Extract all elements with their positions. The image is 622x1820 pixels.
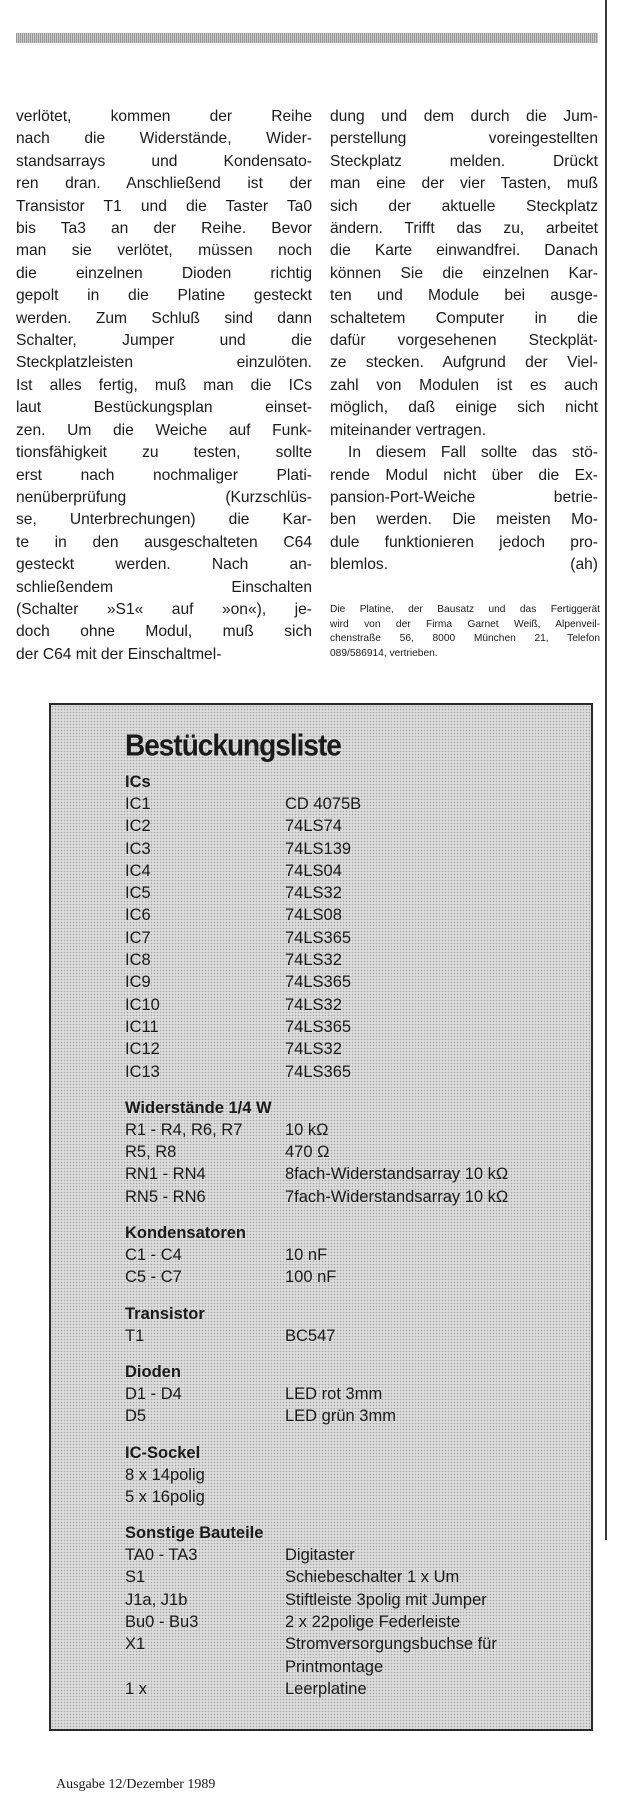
section-heading: Sonstige Bauteile bbox=[125, 1524, 264, 1543]
text-line: te in den ausgeschalteten C64 bbox=[16, 533, 312, 551]
section-heading: Widerstände 1/4 W bbox=[125, 1098, 272, 1117]
text-line: dule funktionieren jedoch pro- bbox=[330, 533, 598, 551]
part-value: Schiebeschalter 1 x Um bbox=[285, 1568, 460, 1587]
part-value: 470 Ω bbox=[285, 1143, 330, 1162]
text-line: erst nach nochmaliger Plati- bbox=[16, 466, 312, 484]
part-designator: IC2 bbox=[125, 817, 151, 836]
text-line: nenüberprüfung (Kurzschlüs- bbox=[16, 488, 312, 506]
text-line: zen. Um die Weiche auf Funk- bbox=[16, 421, 312, 439]
part-row bbox=[125, 1061, 591, 1083]
part-value: 74LS365 bbox=[285, 973, 352, 992]
part-value: 74LS32 bbox=[285, 884, 342, 903]
text-line: dafür vorgesehenen Steckplät- bbox=[330, 332, 598, 350]
text-line: können Sie die einzelnen Kar- bbox=[330, 264, 598, 282]
part-row bbox=[125, 1244, 591, 1266]
part-value: 74LS365 bbox=[285, 928, 352, 947]
parts-list-box bbox=[49, 703, 593, 1731]
part-designator: IC4 bbox=[125, 861, 151, 880]
part-value: LED grün 3mm bbox=[285, 1407, 396, 1426]
part-value: 8fach-Widerstandsarray 10 kΩ bbox=[285, 1165, 509, 1184]
text-line: Ist alles fertig, muß man die ICs bbox=[16, 376, 312, 394]
part-value: 74LS139 bbox=[285, 839, 352, 858]
part-designator: R1 - R4, R6, R7 bbox=[125, 1120, 243, 1139]
text-line: Die Platine, der Bausatz und das Fertiggerät bbox=[330, 604, 600, 615]
part-designator: 1 x bbox=[125, 1679, 148, 1698]
part-value: 74LS32 bbox=[285, 951, 342, 970]
text-line: man sie verlötet, müssen noch bbox=[16, 242, 312, 260]
text-line: pansion-Port-Weiche betrie- bbox=[330, 488, 598, 506]
part-designator: IC13 bbox=[125, 1062, 160, 1081]
part-value: 74LS365 bbox=[285, 1062, 352, 1081]
text-line: die Karte einwandfrei. Danach bbox=[330, 242, 598, 260]
text-line: ben werden. Die meisten Mo- bbox=[330, 511, 598, 529]
part-value: Digitaster bbox=[285, 1546, 355, 1565]
part-designator: D5 bbox=[125, 1407, 147, 1426]
part-value: Stromversorgungsbuchse für Printmontage bbox=[285, 1635, 497, 1676]
part-row bbox=[125, 971, 591, 993]
parts-section bbox=[125, 1303, 591, 1347]
part-value: 74LS08 bbox=[285, 906, 342, 925]
part-designator: RN1 - RN4 bbox=[125, 1165, 206, 1184]
text-line: ten und Module bei ausge- bbox=[330, 287, 598, 305]
part-designator: IC1 bbox=[125, 795, 151, 813]
part-value: 74LS32 bbox=[285, 1040, 342, 1059]
part-designator: IC9 bbox=[125, 973, 151, 992]
part-designator: IC6 bbox=[125, 906, 151, 925]
part-designator: T1 bbox=[125, 1326, 145, 1345]
part-designator: IC7 bbox=[125, 928, 151, 947]
text-line: miteinander vertragen. bbox=[330, 421, 487, 439]
part-row bbox=[125, 1678, 591, 1700]
part-row bbox=[125, 838, 591, 860]
part-designator: RN5 - RN6 bbox=[125, 1187, 206, 1206]
part-value: 100 nF bbox=[285, 1268, 337, 1287]
text-line: zahl von Modulen ist es auch bbox=[330, 376, 598, 394]
section-heading: Dioden bbox=[125, 1362, 181, 1381]
text-line: tionsfähigkeit zu testen, sollte bbox=[16, 444, 312, 462]
section-heading: Transistor bbox=[125, 1304, 205, 1323]
part-designator: IC11 bbox=[125, 1017, 159, 1036]
text-line: perstellung voreingestellten bbox=[330, 130, 598, 148]
part-designator: C1 - C4 bbox=[125, 1246, 182, 1265]
part-row bbox=[125, 1405, 591, 1427]
part-row bbox=[125, 1186, 591, 1208]
article-right-column bbox=[330, 106, 598, 577]
part-row bbox=[125, 860, 591, 882]
text-line: nach die Widerstände, Wider- bbox=[16, 130, 312, 148]
section-heading: IC-Sockel bbox=[125, 1443, 201, 1462]
part-row bbox=[125, 1119, 591, 1141]
text-line: Schalter, Jumper und die bbox=[16, 332, 312, 350]
text-line: schaltetem Computer in die bbox=[330, 309, 598, 327]
part-row bbox=[125, 882, 591, 904]
text-line: In diesem Fall sollte das stö- bbox=[348, 444, 598, 462]
text-line: standsarrays und Kondensato- bbox=[16, 152, 312, 170]
part-value: 10 nF bbox=[285, 1246, 328, 1265]
part-row bbox=[125, 1266, 591, 1288]
text-line: Transistor T1 und die Taster Ta0 bbox=[16, 197, 312, 215]
part-row bbox=[125, 1141, 591, 1163]
text-line: sich der aktuelle Steckplatz bbox=[330, 197, 598, 215]
part-row bbox=[125, 815, 591, 837]
text-line: 089/586914, vertrieben. bbox=[330, 647, 438, 659]
part-row bbox=[125, 949, 591, 971]
text-line: Steckplatz melden. Drückt bbox=[330, 152, 598, 170]
text-line: verlötet, kommen der Reihe bbox=[16, 108, 312, 125]
part-row bbox=[125, 994, 591, 1016]
top-rule bbox=[16, 33, 598, 43]
text-line: werden. Zum Schluß sind dann bbox=[16, 309, 312, 327]
part-row bbox=[125, 1325, 591, 1347]
part-value: 10 kΩ bbox=[285, 1120, 329, 1139]
part-value: BC547 bbox=[285, 1326, 336, 1345]
text-line: rende Modul nicht über die Ex- bbox=[330, 466, 598, 484]
text-line: gesteckt werden. Nach an- bbox=[16, 556, 312, 574]
part-value: 74LS74 bbox=[285, 817, 342, 836]
part-row bbox=[125, 904, 591, 926]
section-heading: Kondensatoren bbox=[125, 1224, 247, 1243]
text-line: ze stecken. Aufgrund der Viel- bbox=[330, 354, 598, 372]
part-designator: 8 x 14polig bbox=[125, 1465, 205, 1484]
text-line: Steckplatzleisten einzulöten. bbox=[16, 354, 312, 372]
part-value: 7fach-Widerstandsarray 10 kΩ bbox=[285, 1187, 509, 1206]
part-designator: D1 - D4 bbox=[125, 1384, 182, 1403]
part-row bbox=[125, 1486, 591, 1508]
text-line: möglich, daß einige sich nicht bbox=[330, 399, 598, 417]
article-left-column bbox=[16, 106, 312, 666]
section-heading: ICs bbox=[125, 773, 151, 791]
issue-footer: Ausgabe 12/Dezember 1989 bbox=[56, 1777, 216, 1792]
part-value: 74LS365 bbox=[285, 1017, 352, 1036]
text-line: blemlos. (ah) bbox=[330, 554, 598, 576]
text-line: wird von der Firma Garnet Weiß, Alpenveil- bbox=[330, 618, 600, 630]
part-row bbox=[125, 1566, 591, 1588]
parts-list-sections bbox=[125, 771, 591, 1700]
text-line: dung und dem durch die Jum- bbox=[330, 108, 598, 125]
part-row bbox=[125, 1383, 591, 1405]
text-line: chenstraße 56, 8000 München 21, Telefon bbox=[330, 633, 600, 644]
part-row bbox=[125, 1589, 591, 1611]
part-value: 74LS32 bbox=[285, 995, 342, 1014]
part-value bbox=[285, 1464, 591, 1486]
part-row bbox=[125, 1633, 591, 1678]
part-row bbox=[125, 1163, 591, 1185]
part-designator: S1 bbox=[125, 1568, 146, 1587]
text-line: laut Bestückungsplan einset- bbox=[16, 399, 312, 417]
parts-list-title: Bestückungsliste bbox=[125, 728, 341, 763]
part-designator: Bu0 - Bu3 bbox=[125, 1613, 199, 1632]
part-designator: J1a, J1b bbox=[125, 1590, 188, 1609]
part-designator: R5, R8 bbox=[125, 1143, 177, 1162]
part-designator: X1 bbox=[125, 1635, 146, 1654]
text-line: ändern. Trifft das zu, arbeitet bbox=[330, 220, 598, 238]
text-line: schließendem Einschalten bbox=[16, 578, 312, 596]
part-designator: 5 x 16polig bbox=[125, 1487, 205, 1506]
part-row bbox=[125, 1544, 591, 1566]
part-row bbox=[125, 793, 591, 815]
text-line: der C64 mit der Einschaltmel- bbox=[16, 645, 222, 663]
part-designator: IC10 bbox=[125, 995, 160, 1014]
part-designator: IC3 bbox=[125, 839, 151, 858]
parts-section bbox=[125, 771, 591, 1083]
text-line: bis Ta3 an der Reihe. Bevor bbox=[16, 220, 312, 238]
parts-section bbox=[125, 1361, 591, 1428]
part-value: LED rot 3mm bbox=[285, 1384, 383, 1403]
part-designator: IC5 bbox=[125, 884, 151, 903]
part-row bbox=[125, 1464, 591, 1486]
parts-section bbox=[125, 1222, 591, 1289]
text-line: man eine der vier Tasten, muß bbox=[330, 175, 598, 193]
part-row bbox=[125, 1038, 591, 1060]
part-row bbox=[125, 927, 591, 949]
right-column-rule bbox=[605, 0, 607, 1540]
text-line: doch ohne Modul, muß sich bbox=[16, 623, 312, 641]
parts-section bbox=[125, 1442, 591, 1509]
parts-section bbox=[125, 1522, 591, 1700]
part-row bbox=[125, 1016, 591, 1038]
part-value: CD 4075B bbox=[285, 795, 362, 813]
part-designator: C5 - C7 bbox=[125, 1268, 182, 1287]
part-designator: IC12 bbox=[125, 1040, 160, 1059]
part-row bbox=[125, 1611, 591, 1633]
part-value: Stiftleiste 3polig mit Jumper bbox=[285, 1590, 487, 1609]
text-line: (Schalter »S1« auf »on«), je- bbox=[16, 600, 312, 618]
part-designator: IC8 bbox=[125, 951, 151, 970]
supplier-credit bbox=[330, 603, 600, 661]
parts-section bbox=[125, 1097, 591, 1208]
text-line: die einzelnen Dioden richtig bbox=[16, 264, 312, 282]
part-value: 2 x 22polige Federleiste bbox=[285, 1613, 461, 1632]
part-value: 74LS04 bbox=[285, 861, 342, 880]
text-line: gepolt in die Platine gesteckt bbox=[16, 287, 312, 305]
part-designator: TA0 - TA3 bbox=[125, 1546, 198, 1565]
text-line: se, Unterbrechungen) die Kar- bbox=[16, 511, 312, 529]
text-line: ren dran. Anschließend ist der bbox=[16, 175, 312, 193]
part-value bbox=[285, 1486, 591, 1508]
author-signature: (ah) bbox=[570, 556, 598, 574]
part-value: Leerplatine bbox=[285, 1679, 367, 1698]
